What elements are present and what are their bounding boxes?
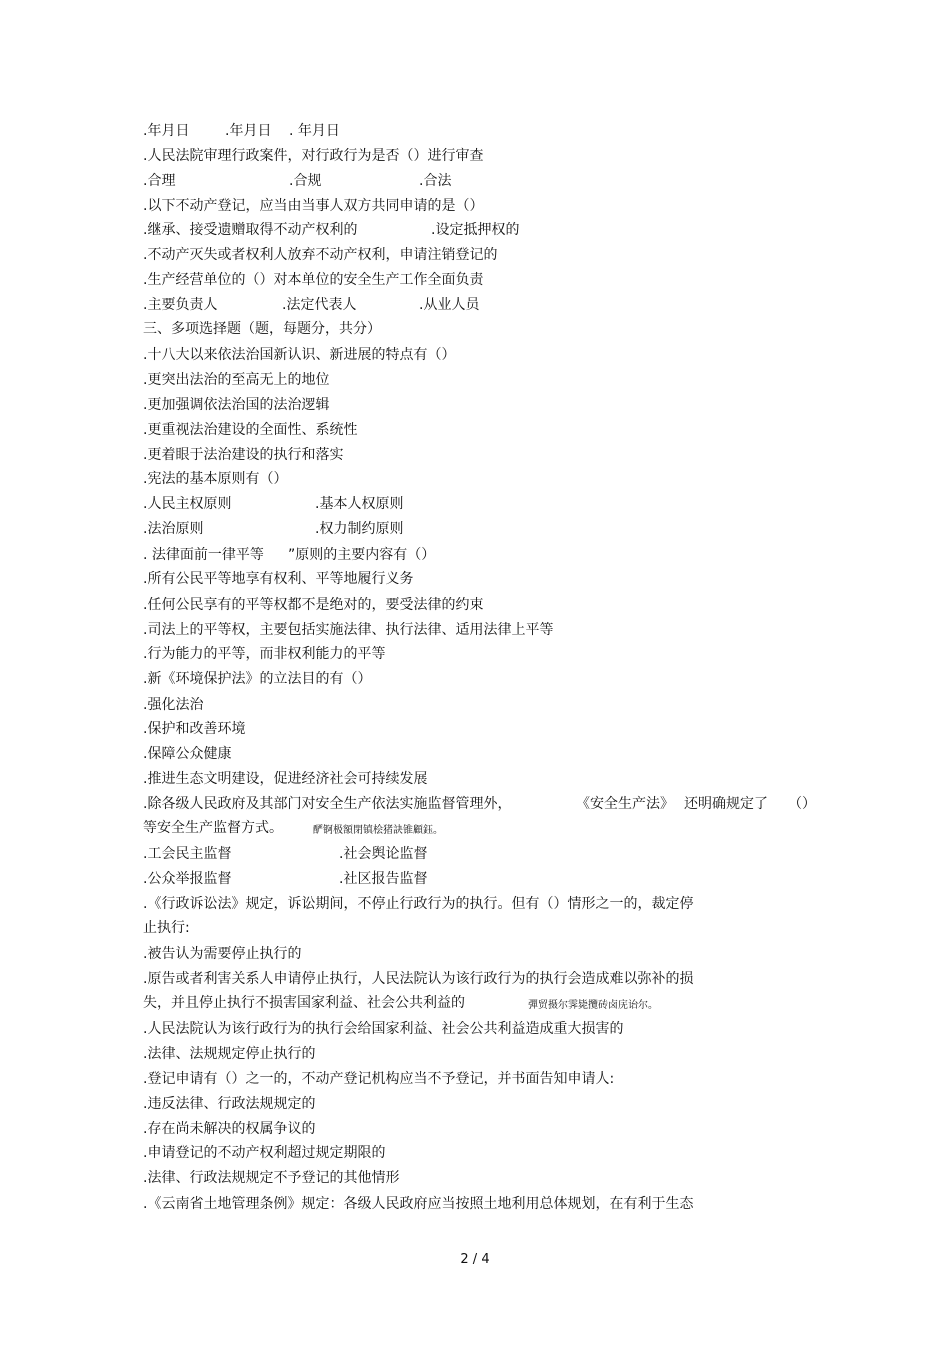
option-line: .任何公民享有的平等权都不是绝对的，要受法律的约束 [143, 597, 484, 613]
question-line: .生产经营单位的（）对本单位的安全生产工作全面负责 [143, 272, 484, 288]
question-line: .《行政诉讼法》规定，诉讼期间，不停止行政行为的执行。但有（）情形之一的，裁定停 [143, 896, 694, 912]
option-line: .保障公众健康 [143, 746, 232, 762]
option-line: .人民法院认为该行政行为的执行会给国家利益、社会公共利益造成重大损害的 [143, 1021, 624, 1037]
question-line: .《云南省土地管理条例》规定：各级人民政府应当按照土地利用总体规划，在有利于生态 [143, 1196, 694, 1212]
option-line: .更着眼于法治建设的执行和落实 [143, 447, 344, 463]
document-page: .年月日 .年月日 . 年月日 .人民法院审理行政案件，对行政行为是否（）进行审查 .合理 .合规 .合法 .以下不动产登记，应当由当事人双方共同申请的是（） .继承、接受遗赠取得不动产权利的 .设定抵押权的 .不动产灭失或者权利人放弃不动产权利，申请注销登记的 .生产经营单位的（）对本单位的安全生产工作全面负责 .主要负责人 .法定代表人 .从业人员 三、多项选择题（题，每题分，共分） .十八大以来依法治国新认识、新进展的特点有（） .更突出法治的至高无上的地位 .更加强调依法治国的法治逻辑 .更重视法治建设的全面性、系统性 .更着眼于法治建设的执行和落实 .宪法的基本原则有（） .人民主权原则 .基本人权原则 .法治原则 .权力制约原则 . 法律面前一律平等 ”原则的主要内容有（） .所有公民平等地享有权利、平等地履行义务 .任何公民享有的平等权都不是绝对的，要受法律的约束 .司法上的平等权，主要包括实施法律、执行法律、适用法律上平等 .行为能力的平等，而非权利能力的平等 .新《环境保护法》的立法目的有（） .强化法治 .保护和改善环境 .保障公众健康 .推进生态文明建设，促进经济社会可持续发展 .除各级人民政府及其部门对安全生产依法实施监督管理外， 《安全生产法》 还明确规定了 （） 等安全生产监督方式。 酽锕极額閉镇桧猪訣锥顧鈺。 .工会民主监督 .社会舆论监督 .公众举报监督 .社区报告监督 .《行政诉讼法》规定，诉讼期间，不停止行政行为的执行。但有（）情形之一的，裁定停 止执行: .被告认为需要停止执行的 .原告或者利害关系人申请停止执行，人民法院认为该行政行为的执行会造成难以弥补的损 失，并且停止执行不损害国家利益、社会公共利益的 彈贸摄尔霁毙攬砖卤庑诒尔。 .人民法院认为该行政行为的执行会给国家利益、社会公共利益造成重大损害的 .法律、法规规定停止执行的 .登记申请有（）之一的，不动产登记机构应当不予登记，并书面告知申请人: .违反法律、行政法规规定的 .存在尚未解决的权属争议的 .申请登记的不动产权利超过规定期限的 .法律、行政法规规定不予登记的其他情形 .《云南省土地管理条例》规定：各级人民政府应当按照土地利用总体规划，在有利于生态 2 / 4 [0, 0, 950, 1345]
question-line: .登记申请有（）之一的，不动产登记机构应当不予登记，并书面告知申请人: [143, 1071, 615, 1087]
question-line: 止执行: [143, 920, 190, 936]
option-line: .更突出法治的至高无上的地位 [143, 372, 330, 388]
option-line: .司法上的平等权，主要包括实施法律、执行法律、适用法律上平等 [143, 622, 554, 638]
option-line: .法律、行政法规规定不予登记的其他情形 [143, 1170, 400, 1186]
option-line: .行为能力的平等，而非权利能力的平等 [143, 646, 386, 662]
section-heading: 三、多项选择题（题，每题分，共分） [143, 321, 381, 337]
option-line: .违反法律、行政法规规定的 [143, 1096, 316, 1112]
option-line: .存在尚未解决的权属争议的 [143, 1121, 316, 1137]
page-number: 2 / 4 [460, 1252, 490, 1267]
option-line: .更加强调依法治国的法治逻辑 [143, 397, 330, 413]
option-line: .法律、法规规定停止执行的 [143, 1046, 316, 1062]
option-line: .强化法治 [143, 697, 204, 713]
option-line: .保护和改善环境 [143, 721, 246, 737]
option-line: .更重视法治建设的全面性、系统性 [143, 422, 358, 438]
option-line: .所有公民平等地享有权利、平等地履行义务 [143, 571, 414, 587]
option-line: .被告认为需要停止执行的 [143, 946, 302, 962]
question-line: .以下不动产登记，应当由当事人双方共同申请的是（） [143, 198, 484, 214]
question-line: .人民法院审理行政案件，对行政行为是否（）进行审查 [143, 148, 484, 164]
question-line: .十八大以来依法治国新认识、新进展的特点有（） [143, 347, 456, 363]
option-line: .原告或者利害关系人申请停止执行，人民法院认为该行政行为的执行会造成难以弥补的损 [143, 971, 694, 987]
option-line: .推进生态文明建设，促进经济社会可持续发展 [143, 771, 428, 787]
option-line: .不动产灭失或者权利人放弃不动产权利，申请注销登记的 [143, 247, 498, 263]
question-line: .宪法的基本原则有（） [143, 471, 288, 487]
question-line: .新《环境保护法》的立法目的有（） [143, 671, 372, 687]
option-line: .申请登记的不动产权利超过规定期限的 [143, 1145, 386, 1161]
